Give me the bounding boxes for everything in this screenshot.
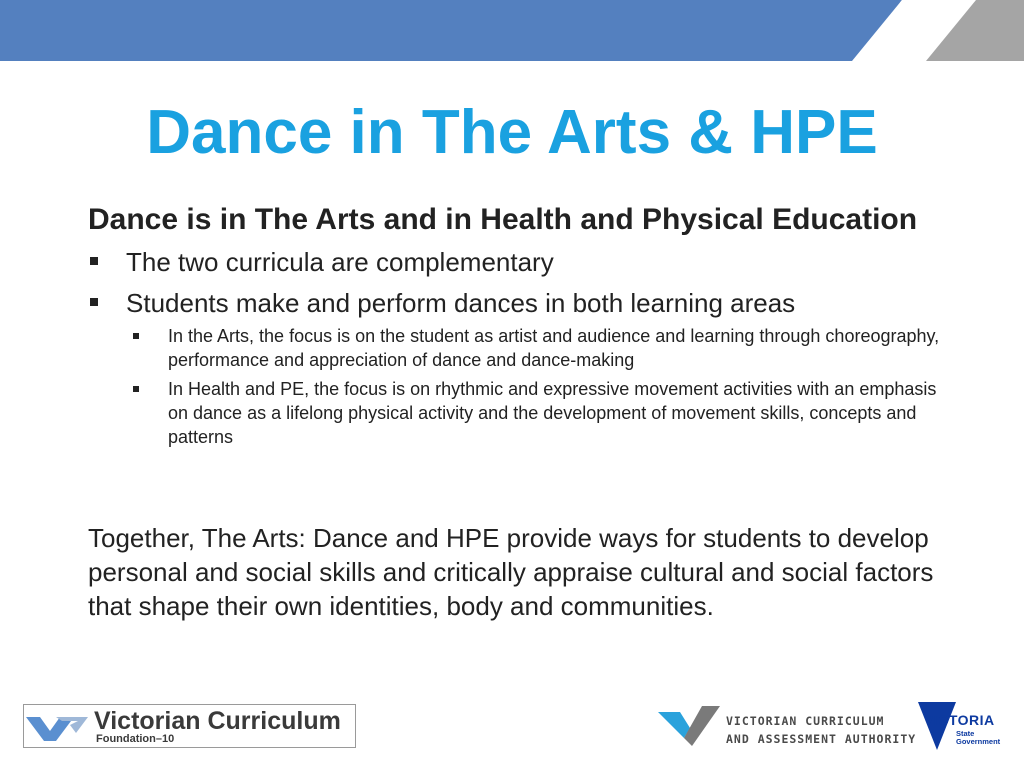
vcaa-logo-line1: VICTORIAN CURRICULUM xyxy=(726,714,885,728)
bullet-item xyxy=(88,283,948,449)
square-bullet-icon xyxy=(133,333,139,339)
bullet-text: The two curricula are complementary xyxy=(126,247,554,277)
banner-blue-slant xyxy=(0,0,902,61)
bullet-item xyxy=(88,242,948,283)
slide-title: Dance in The Arts & HPE xyxy=(146,98,878,167)
top-banner xyxy=(0,0,1024,61)
sub-bullet-item xyxy=(88,324,948,372)
together-paragraph: Together, The Arts: Dance and HPE provide ways for students to develop personal and social skills and critically appraise cultural and social factors that shape their own identities, body and communities. xyxy=(88,523,934,621)
square-bullet-icon xyxy=(90,298,98,306)
victoria-sub2: Government xyxy=(956,737,1001,746)
victoria-state-government-logo xyxy=(916,700,1006,752)
vc-chevron-icon xyxy=(26,709,90,743)
victoria-word: VICTORIA xyxy=(924,712,995,728)
victoria-sub1: State xyxy=(956,729,975,738)
square-bullet-icon xyxy=(133,386,139,392)
bullet-list xyxy=(88,242,948,449)
slide-body xyxy=(88,199,948,454)
section-heading: Dance is in The Arts and in Health and Physical Education xyxy=(88,203,918,236)
square-bullet-icon xyxy=(90,257,98,265)
vcaa-logo xyxy=(658,704,917,748)
vcaa-logo-line2: AND ASSESSMENT AUTHORITY xyxy=(726,732,917,746)
sub-bullet-item xyxy=(88,377,948,449)
sub-bullet-text: In the Arts, the focus is on the student as artist and audience and learning through choreography, performance and appreciation of dance and dance-making xyxy=(168,326,940,370)
vc-logo-name: Victorian Curriculum xyxy=(94,707,341,735)
vc-logo-sub: Foundation–10 xyxy=(96,733,175,745)
sub-bullet-list xyxy=(88,324,948,449)
bullet-text: Students make and perform dances in both learning areas xyxy=(126,288,796,318)
sub-bullet-text: In Health and PE, the focus is on rhythmic and expressive movement activities with an emphasis on dance as a lifelong physical activity and the development of movement skills, concepts and patterns xyxy=(168,379,937,447)
victorian-curriculum-logo xyxy=(23,704,356,748)
vcaa-v-icon xyxy=(658,704,722,748)
